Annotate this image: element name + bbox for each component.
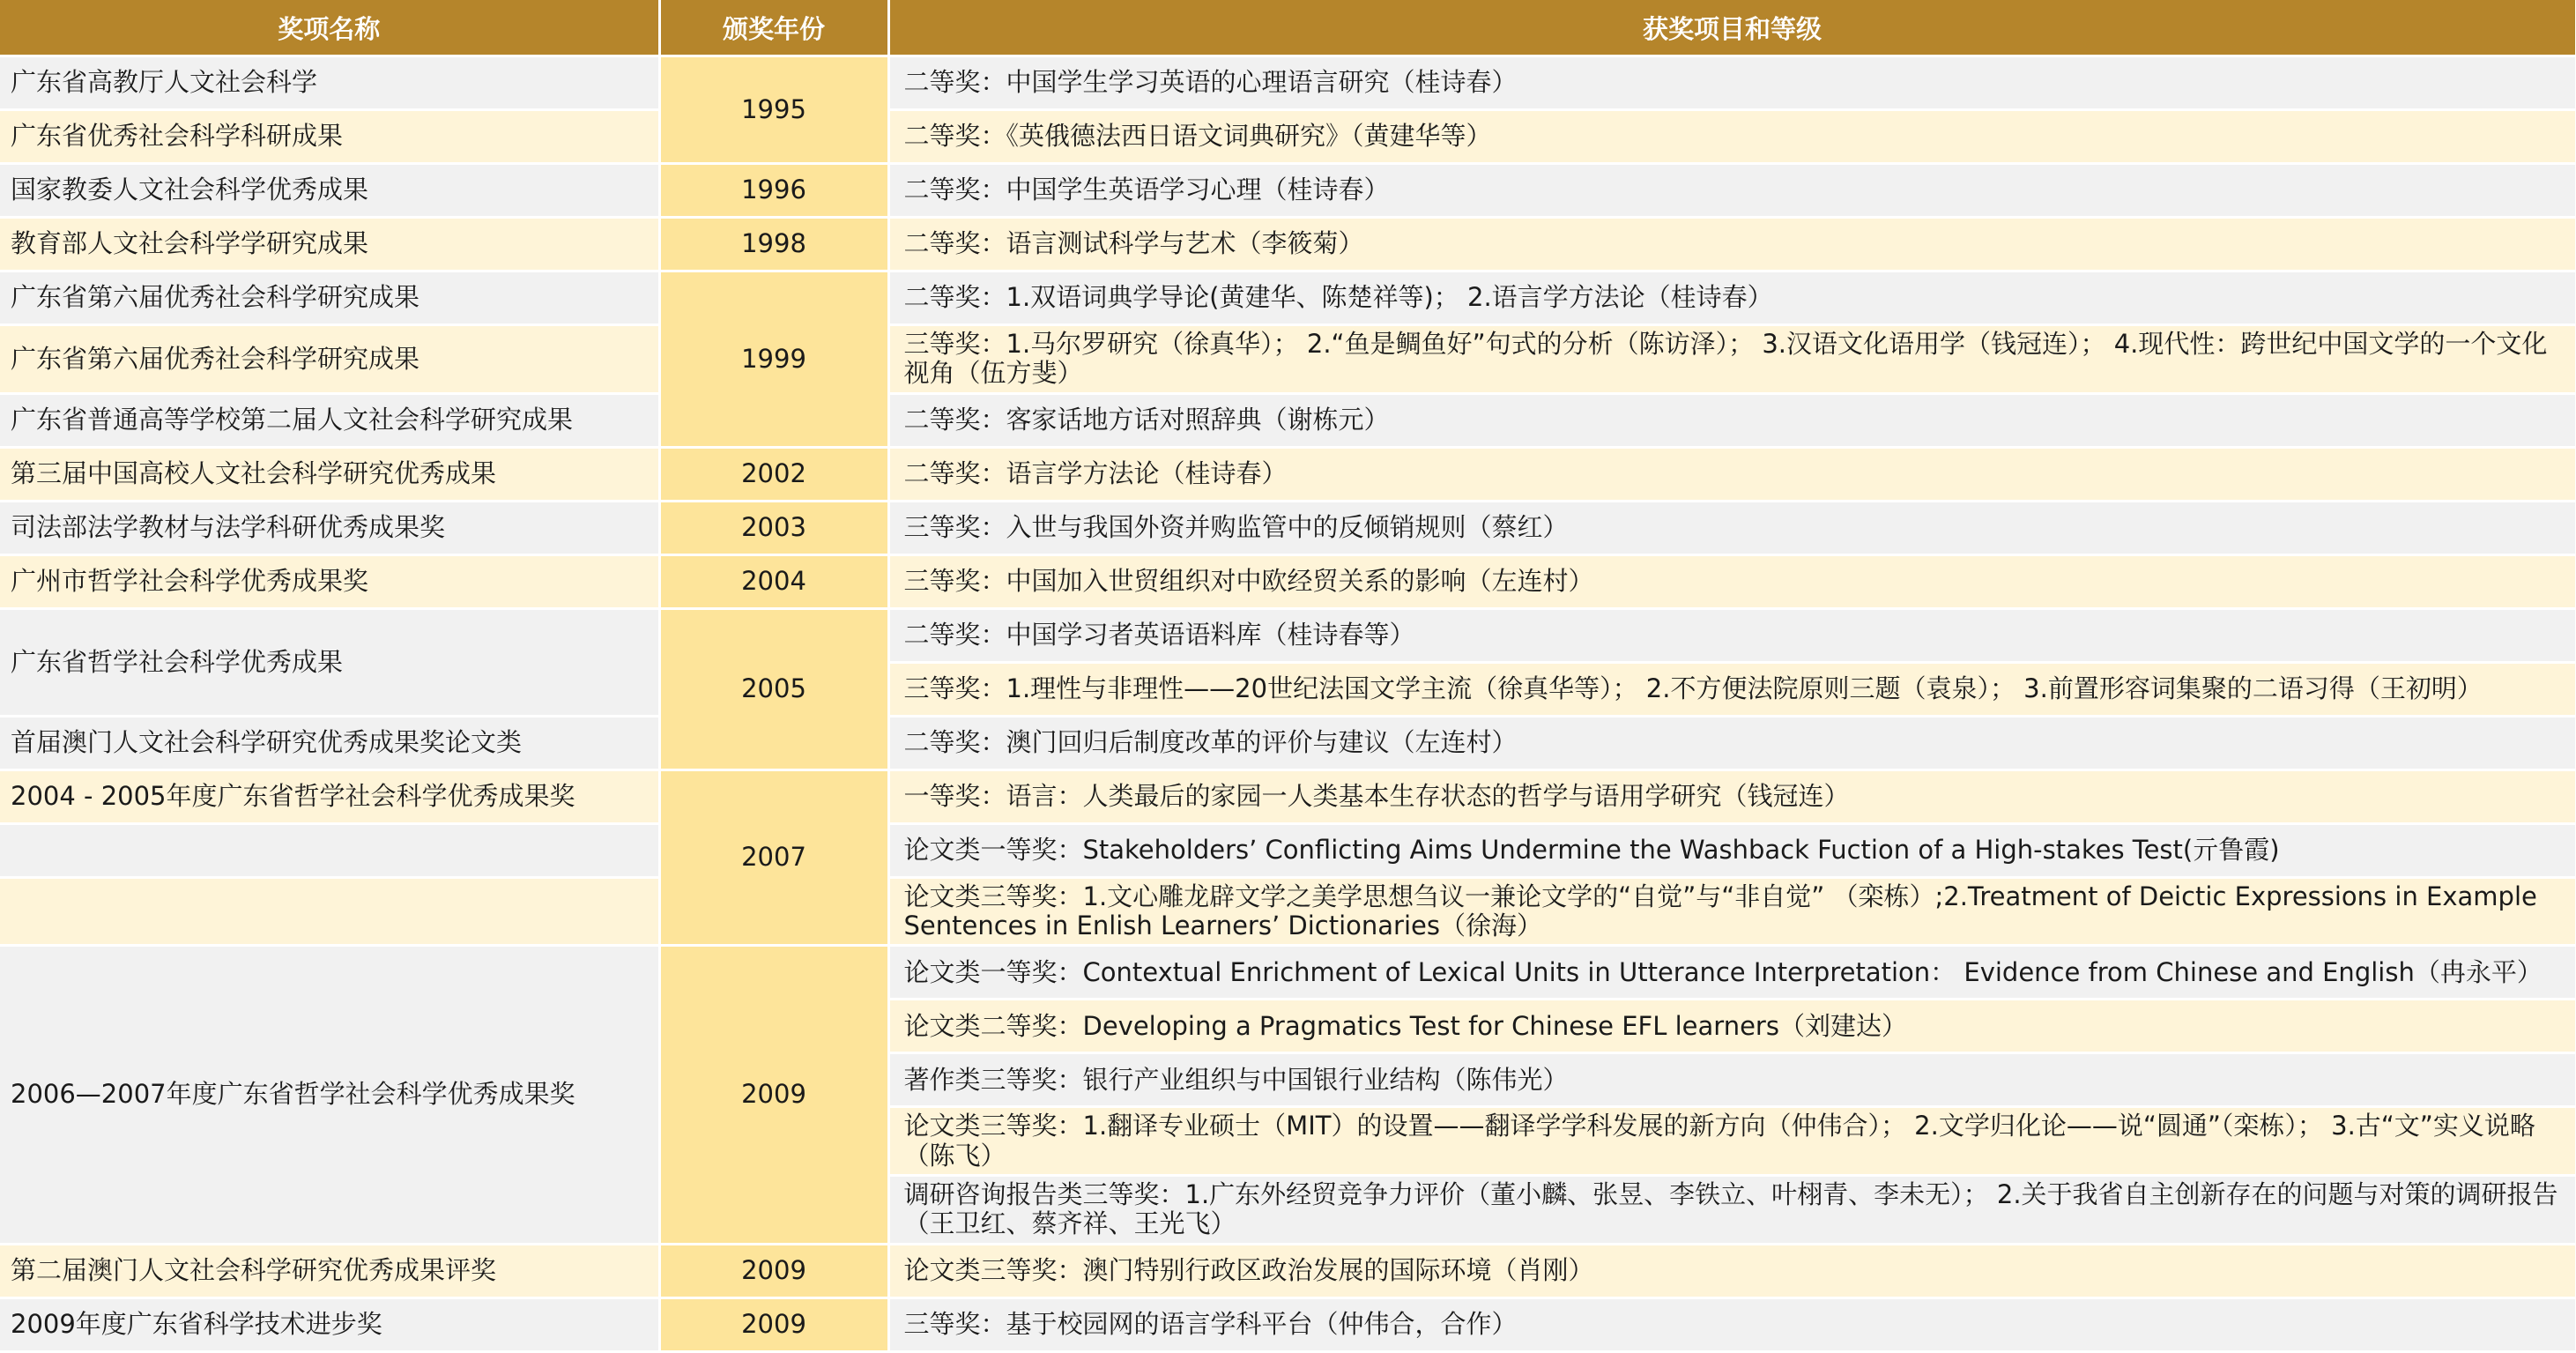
award-year: 2005	[659, 608, 888, 769]
award-detail: 三等奖：1.理性与非理性——20世纪法国文学主流（徐真华等）； 2.不方便法院原则三题（袁泉）； 3.前置形容词集聚的二语习得（王初明）	[888, 662, 2576, 716]
award-detail: 二等奖：中国学习者英语语料库（桂诗春等）	[888, 608, 2576, 662]
table-row	[0, 877, 2576, 946]
award-name: 广东省普通高等学校第二届人文社会科学研究成果	[0, 393, 659, 447]
award-year: 2009	[659, 946, 888, 1244]
award-detail: 论文类二等奖：Developing a Pragmatics Test for Chinese EFL learners（刘建达）	[888, 1000, 2576, 1053]
award-detail: 二等奖：澳门回归后制度改革的评价与建议（左连村）	[888, 716, 2576, 769]
award-year: 1995	[659, 56, 888, 164]
award-detail: 三等奖：基于校园网的语言学科平台（仲伟合，合作）	[888, 1297, 2576, 1351]
award-year: 2007	[659, 769, 888, 946]
award-name: 国家教委人文社会科学优秀成果	[0, 164, 659, 218]
award-name: 广州市哲学社会科学优秀成果奖	[0, 554, 659, 608]
table-row	[0, 447, 2576, 501]
award-detail: 一等奖：语言：人类最后的家园一人类基本生存状态的哲学与语用学研究（钱冠连）	[888, 769, 2576, 823]
award-detail: 论文类一等奖：Contextual Enrichment of Lexical Units in Utterance Interpretation： Evidence from Chinese and English（冉永平）	[888, 946, 2576, 1000]
award-year: 2004	[659, 554, 888, 608]
table-row	[0, 325, 2576, 394]
award-name: 第三届中国高校人文社会科学研究优秀成果	[0, 447, 659, 501]
award-detail: 论文类一等奖：Stakeholders’ Conflicting Aims Undermine the Washback Fuction of a High-stakes Test(亓鲁霞)	[888, 823, 2576, 877]
award-name: 2004 - 2005年度广东省哲学社会科学优秀成果奖	[0, 769, 659, 823]
header-award-detail: 获奖项目和等级	[888, 0, 2576, 56]
award-name: 首届澳门人文社会科学研究优秀成果奖论文类	[0, 716, 659, 769]
award-detail: 二等奖：中国学生学习英语的心理语言研究（桂诗春）	[888, 56, 2576, 110]
award-year: 1998	[659, 218, 888, 271]
award-name: 广东省哲学社会科学优秀成果	[0, 608, 659, 716]
table-row	[0, 110, 2576, 164]
award-name: 第二届澳门人文社会科学研究优秀成果评奖	[0, 1244, 659, 1297]
award-name: 司法部法学教材与法学科研优秀成果奖	[0, 501, 659, 554]
table-row	[0, 1244, 2576, 1297]
award-detail: 三等奖：入世与我国外资并购监管中的反倾销规则（蔡红）	[888, 501, 2576, 554]
table-row	[0, 164, 2576, 218]
award-detail: 二等奖：语言学方法论（桂诗春）	[888, 447, 2576, 501]
award-name: 广东省第六届优秀社会科学研究成果	[0, 325, 659, 394]
award-name: 2006—2007年度广东省哲学社会科学优秀成果奖	[0, 946, 659, 1244]
award-name: 2009年度广东省科学技术进步奖	[0, 1297, 659, 1351]
award-detail: 论文类三等奖：1.文心雕龙辟文学之美学思想刍议一兼论文学的“自觉”与“非自觉” （栾栋）;2.Treatment of Deictic Expressions in Example Sentences in Enlish Learners’ Dictionaries（徐海）	[888, 877, 2576, 946]
award-detail: 著作类三等奖：银行产业组织与中国银行业结构（陈伟光）	[888, 1053, 2576, 1107]
award-detail: 二等奖：1.双语词典学导论(黄建华、陈楚祥等)； 2.语言学方法论（桂诗春）	[888, 271, 2576, 325]
award-name: 教育部人文社会科学学研究成果	[0, 218, 659, 271]
award-name	[0, 823, 659, 877]
table-row	[0, 946, 2576, 1000]
award-year: 2003	[659, 501, 888, 554]
table-row	[0, 501, 2576, 554]
table-row	[0, 393, 2576, 447]
award-year: 2009	[659, 1297, 888, 1351]
award-name: 广东省第六届优秀社会科学研究成果	[0, 271, 659, 325]
table-row	[0, 769, 2576, 823]
award-detail: 二等奖：语言测试科学与艺术（李筱菊）	[888, 218, 2576, 271]
award-detail: 三等奖：中国加入世贸组织对中欧经贸关系的影响（左连村）	[888, 554, 2576, 608]
award-detail: 二等奖：《英俄德法西日语文词典研究》（黄建华等）	[888, 110, 2576, 164]
award-detail: 调研咨询报告类三等奖：1.广东外经贸竞争力评价（董小麟、张昱、李铁立、叶栩青、李未无）； 2.关于我省自主创新存在的问题与对策的调研报告（王卫红、蔡齐祥、王光飞）	[888, 1176, 2576, 1245]
table-header-row	[0, 0, 2576, 56]
table-row	[0, 608, 2576, 662]
award-year: 2009	[659, 1244, 888, 1297]
table-row	[0, 554, 2576, 608]
award-name: 广东省优秀社会科学科研成果	[0, 110, 659, 164]
award-name: 广东省高教厅人文社会科学	[0, 56, 659, 110]
table-row	[0, 271, 2576, 325]
table-row	[0, 823, 2576, 877]
header-award-year: 颁奖年份	[659, 0, 888, 56]
award-year: 2002	[659, 447, 888, 501]
table-row	[0, 218, 2576, 271]
table-row	[0, 56, 2576, 110]
table-row	[0, 716, 2576, 769]
award-detail: 论文类三等奖：1.翻译专业硕士（MIT）的设置——翻译学学科发展的新方向（仲伟合）； 2.文学归化论——说“圆通”（栾栋）； 3.古“文”实义说略（陈飞）	[888, 1107, 2576, 1176]
award-year: 1996	[659, 164, 888, 218]
award-year: 1999	[659, 271, 888, 448]
award-detail: 二等奖：中国学生英语学习心理（桂诗春）	[888, 164, 2576, 218]
award-detail: 二等奖：客家话地方话对照辞典（谢栋元）	[888, 393, 2576, 447]
award-detail: 论文类三等奖：澳门特别行政区政治发展的国际环境（肖刚）	[888, 1244, 2576, 1297]
header-award-name: 奖项名称	[0, 0, 659, 56]
award-name	[0, 877, 659, 946]
award-detail: 三等奖：1.马尔罗研究（徐真华）； 2.“鱼是鲷鱼好”句式的分析（陈访泽）； 3.汉语文化语用学（钱冠连）； 4.现代性：跨世纪中国文学的一个文化视角（伍方斐）	[888, 325, 2576, 394]
